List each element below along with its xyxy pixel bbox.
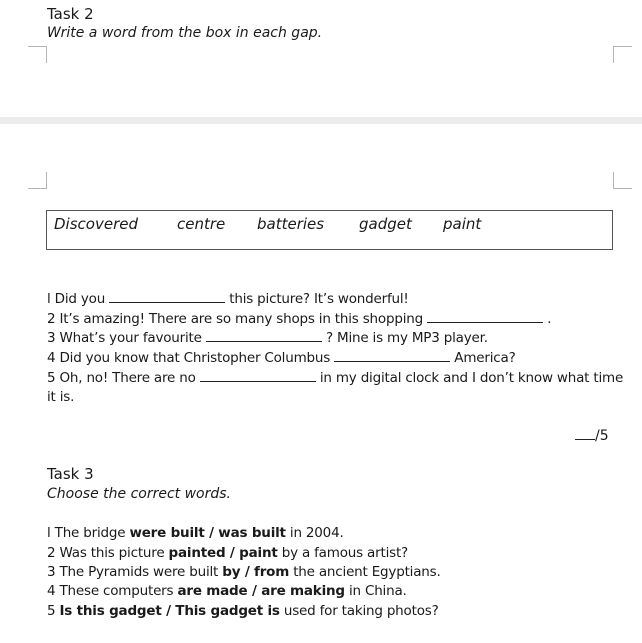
item-text: in China. [344, 583, 407, 599]
task3-item-4 [47, 583, 407, 599]
word-box-item: Discovered [54, 215, 138, 233]
task2-sentence-4 [47, 350, 516, 366]
choice-options[interactable]: painted / paint [168, 545, 278, 561]
sentence-text: . [547, 311, 552, 327]
task2-sentence-2 [47, 311, 551, 327]
sentence-text: ? Mine is my MP3 player. [325, 330, 488, 346]
sentence-text: l Did you [47, 291, 106, 307]
score-gap[interactable] [575, 428, 595, 440]
item-text: 2 Was this picture [47, 545, 169, 561]
item-text: 3 The Pyramids were built [47, 564, 223, 580]
word-box-item: batteries [257, 215, 325, 233]
page-corner-mark [613, 46, 632, 63]
answer-gap[interactable] [206, 330, 322, 342]
task2-title: Task 2 [47, 5, 94, 23]
item-text: used for taking photos? [279, 603, 439, 619]
sentence-text: 3 What’s your favourite [47, 330, 202, 346]
task2-sentence-5-cont: it is. [47, 389, 75, 405]
sentence-text: America? [454, 350, 516, 366]
item-text: by a famous artist? [277, 545, 409, 561]
item-text: in 2004. [285, 525, 344, 541]
task2-sentence-5 [47, 370, 623, 386]
sentence-text: 4 Did you know that Christopher Columbus [47, 350, 331, 366]
word-box-item: centre [177, 215, 226, 233]
task3-item-3 [47, 564, 441, 580]
page-break [0, 117, 642, 124]
sentence-text: this picture? It’s wonderful! [229, 291, 409, 307]
score-total: /5 [595, 428, 609, 444]
choice-options[interactable]: Is this gadget / This gadget is [59, 603, 280, 619]
task2-sentence-3 [47, 330, 488, 346]
task3-item-2 [47, 545, 408, 561]
word-box-item: gadget [359, 215, 412, 233]
sentence-text: 5 Oh, no! There are no [47, 370, 196, 386]
task3-instruction: Choose the correct words. [47, 486, 231, 502]
word-box-item: paint [443, 215, 482, 233]
page-corner-mark [28, 46, 47, 63]
page-corner-mark [28, 172, 47, 189]
task3-title: Task 3 [47, 465, 94, 483]
answer-gap[interactable] [109, 291, 225, 303]
task3-item-1 [47, 525, 344, 541]
choice-options[interactable]: were built / was built [129, 525, 286, 541]
answer-gap[interactable] [427, 311, 543, 323]
item-text: the ancient Egyptians. [289, 564, 441, 580]
task2-sentence-1 [47, 291, 409, 307]
task2-instruction: Write a word from the box in each gap. [47, 25, 323, 41]
item-text: 4 These computers [47, 583, 178, 599]
choice-options[interactable]: by / from [222, 564, 290, 580]
sentence-text: in my digital clock and I don’t know what time [319, 370, 624, 386]
page-corner-mark [613, 172, 632, 189]
word-box [46, 210, 613, 250]
item-text: 5 [47, 603, 60, 619]
answer-gap[interactable] [334, 350, 450, 362]
task3-item-5 [47, 603, 439, 619]
item-text: l The bridge [47, 525, 130, 541]
score-field [575, 428, 609, 444]
choice-options[interactable]: are made / are making [177, 583, 345, 599]
answer-gap[interactable] [200, 370, 316, 382]
sentence-text: 2 It’s amazing! There are so many shops in this shopping [47, 311, 423, 327]
